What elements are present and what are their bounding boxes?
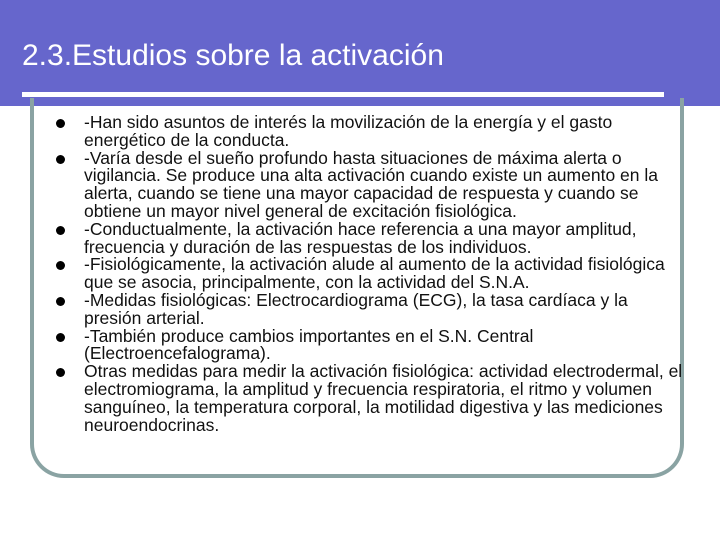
bullet-icon bbox=[56, 368, 65, 377]
list-item bbox=[56, 289, 686, 328]
bullet-text: Otras medidas para medir la activación fisiológica: actividad electrodermal, el electromiograma, la amplitud y frecuencia respiratoria, el ritmo y volumen sanguíneo, la temperatura corporal, la motilidad digestiva y las mediciones neuroendocrinas. bbox=[84, 361, 683, 435]
slide-title: 2.3.Estudios sobre la activación bbox=[22, 39, 444, 72]
bullet-icon bbox=[56, 333, 65, 342]
bullet-icon bbox=[56, 119, 65, 128]
list-item bbox=[56, 325, 686, 364]
bullet-text: -Conductualmente, la activación hace referencia a una mayor amplitud, frecuencia y duración de las respuestas de los individuos. bbox=[84, 218, 637, 257]
bullet-text: -También produce cambios importantes en el S.N. Central (Electroencefalograma). bbox=[84, 325, 534, 364]
list-item bbox=[56, 114, 686, 150]
bullet-text: -Medidas fisiológicas: Electrocardiograma (ECG), la tasa cardíaca y la presión arterial. bbox=[84, 289, 628, 328]
title-banner bbox=[0, 0, 720, 106]
list-item bbox=[56, 147, 686, 221]
list-item bbox=[56, 256, 686, 292]
bullet-text: -Fisiológicamente, la activación alude al aumento de la actividad fisiológica que se asocia, principalmente, con la actividad del S.N.A. bbox=[84, 254, 665, 293]
bullet-text: -Varía desde el sueño profundo hasta situaciones de máxima alerta o vigilancia. Se produce una alta activación cuando existe un aumento en la alerta, cuando se tiene una mayor capacidad de respuesta y cuando se obtiene un mayor nivel general de excitación fisiológica. bbox=[84, 147, 658, 221]
bullet-icon bbox=[56, 155, 65, 164]
bullet-icon bbox=[56, 297, 65, 306]
list-item bbox=[56, 363, 686, 434]
bullet-icon bbox=[56, 226, 65, 235]
bullet-icon bbox=[56, 261, 65, 270]
bullet-list bbox=[56, 114, 686, 434]
list-item bbox=[56, 218, 686, 257]
title-underline bbox=[22, 92, 664, 97]
bullet-text: -Han sido asuntos de interés la movilización de la energía y el gasto energético de la conducta. bbox=[84, 112, 613, 150]
